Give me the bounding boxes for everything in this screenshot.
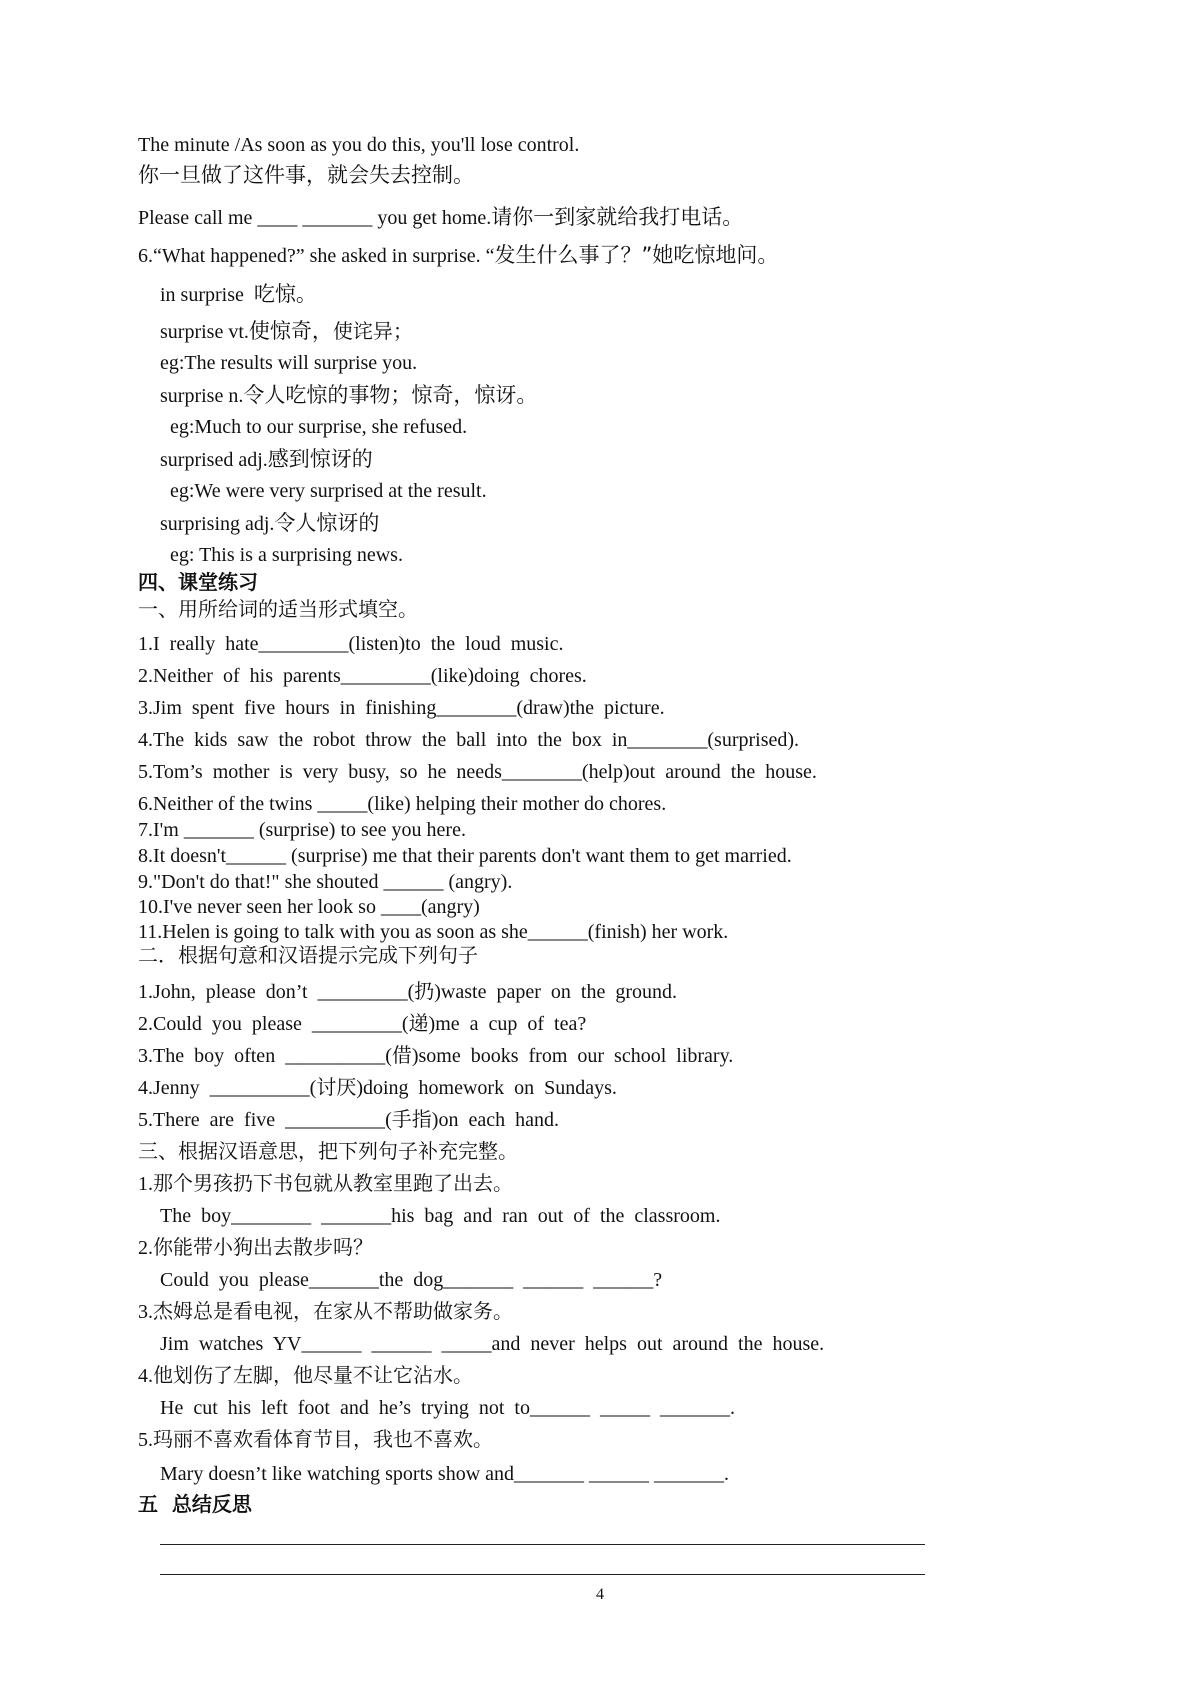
exercise-item: 4.Jenny __________(讨厌)doing homework on Sundays.: [138, 1077, 617, 1099]
text-line: surprise n.令人吃惊的事物；惊奇，惊讶。: [160, 383, 538, 407]
exercise-item: He cut his left foot and he’s trying not to______ _____ _______.: [160, 1397, 735, 1419]
answer-line: [160, 1544, 925, 1545]
example-line: eg:We were very surprised at the result.: [170, 480, 487, 502]
exercise-item: 10.I've never seen her look so ____(angry): [138, 896, 480, 918]
exercise-item: 4.The kids saw the robot throw the ball into the box in________(surprised).: [138, 729, 800, 751]
exercise-item: 1.I really hate_________(listen)to the loud music.: [138, 633, 564, 655]
exercise-item: Could you please_______the dog_______ ______ ______?: [160, 1269, 663, 1291]
text-line: The minute /As soon as you do this, you'll lose control.: [138, 134, 580, 156]
part-heading: 一、用所给词的适当形式填空。: [138, 599, 418, 621]
text-line: surprised adj.感到惊讶的: [160, 447, 373, 471]
text-line: surprise vt.使惊奇，使诧异；: [160, 319, 413, 343]
page-number: 4: [596, 1586, 604, 1603]
example-line: eg:Much to our surprise, she refused.: [170, 416, 468, 438]
exercise-item: Mary doesn’t like watching sports show and_______ ______ _______.: [160, 1463, 730, 1485]
chinese-prompt: 3.杰姆总是看电视，在家从不帮助做家务。: [138, 1301, 513, 1323]
exercise-item: 3.The boy often __________(借)some books from our school library.: [138, 1045, 734, 1067]
text-line-chinese: 你一旦做了这件事，就会失去控制。: [138, 163, 474, 187]
exercise-item: 1.John, please don’t _________(扔)waste paper on the ground.: [138, 981, 677, 1003]
exercise-item: Jim watches YV______ ______ _____and never helps out around the house.: [160, 1333, 825, 1355]
section-heading: 五 总结反思: [138, 1492, 252, 1516]
text-line: in surprise 吃惊。: [160, 282, 317, 306]
text-line: Please call me ____ _______ you get home.请你一到家就给我打电话。: [138, 205, 744, 229]
exercise-item: 2.Neither of his parents_________(like)doing chores.: [138, 665, 587, 687]
exercise-item: The boy________ _______his bag and ran out of the classroom.: [160, 1205, 721, 1227]
exercise-item: 2.Could you please _________(递)me a cup of tea?: [138, 1013, 587, 1035]
exercise-item: 8.It doesn't______ (surprise) me that their parents don't want them to get married.: [138, 845, 792, 867]
text-line: 6.“What happened?” she asked in surprise. “发生什么事了？”她吃惊地问。: [138, 243, 779, 267]
exercise-item: 3.Jim spent five hours in finishing________(draw)the picture.: [138, 697, 665, 719]
chinese-prompt: 5.玛丽不喜欢看体育节目，我也不喜欢。: [138, 1429, 493, 1451]
exercise-item: 5.Tom’s mother is very busy, so he needs________(help)out around the house.: [138, 761, 817, 783]
example-line: eg: This is a surprising news.: [170, 544, 403, 566]
part-heading: 三、根据汉语意思，把下列句子补充完整。: [138, 1141, 518, 1163]
exercise-item: 7.I'm _______ (surprise) to see you here.: [138, 819, 466, 841]
exercise-item: 9."Don't do that!" she shouted ______ (angry).: [138, 871, 513, 893]
part-heading: 二．根据句意和汉语提示完成下列句子: [138, 945, 478, 967]
example-line: eg:The results will surprise you.: [160, 352, 418, 374]
exercise-item: 6.Neither of the twins _____(like) helping their mother do chores.: [138, 793, 667, 815]
chinese-prompt: 4.他划伤了左脚，他尽量不让它沾水。: [138, 1365, 473, 1387]
chinese-prompt: 1.那个男孩扔下书包就从教室里跑了出去。: [138, 1173, 513, 1195]
chinese-prompt: 2.你能带小狗出去散步吗？: [138, 1237, 373, 1259]
answer-line: [160, 1574, 925, 1575]
section-heading: 四、课堂练习: [138, 570, 258, 594]
exercise-item: 11.Helen is going to talk with you as soon as she______(finish) her work.: [138, 921, 729, 943]
exercise-item: 5.There are five __________(手指)on each hand.: [138, 1109, 559, 1131]
text-line: surprising adj.令人惊讶的: [160, 511, 380, 535]
